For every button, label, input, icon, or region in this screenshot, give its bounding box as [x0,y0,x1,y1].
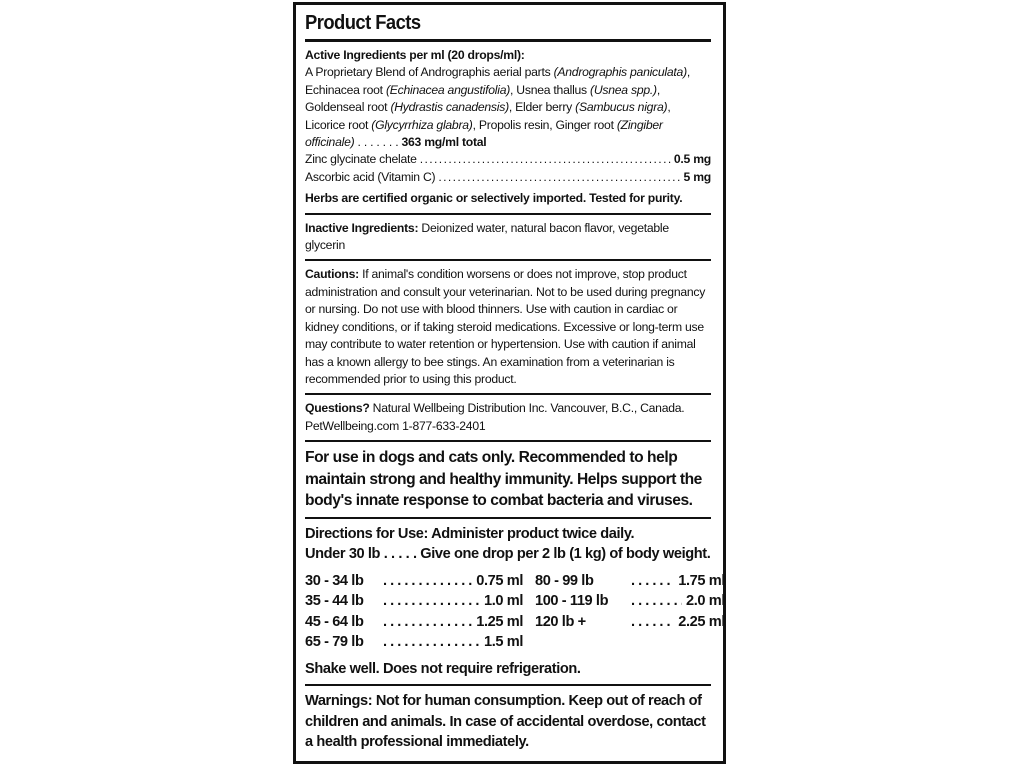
ingredient-text: , Echinacea root [305,65,691,97]
warnings-label: Warnings: [305,693,373,710]
leader-dots [420,151,671,168]
leader-dots [438,169,680,186]
dosage-row: 45 - 64 lb . . . 1.25 ml [305,612,523,633]
divider [305,259,711,261]
ingredient-name: Ascorbic acid (Vitamin C) [305,169,436,184]
ingredient-name: Zinc glycinate chelate [305,152,417,167]
under-30-instruction: Under 30 lb . . . . . Give one drop per 2 lb (1 kg) of body weight. [305,546,711,563]
use-statement: For use in dogs and cats only. Recommended to help maintain strong and healthy immunity. Helps support the body's innate response to combat bacteria and viruses. [305,449,702,510]
dosage-row: 65 - 79 lb . . . 1.5 ml [305,632,523,653]
divider [305,39,711,42]
directions-heading: Directions for Use: Administer product twice daily. [305,525,635,542]
directions-section [305,524,725,680]
ingredient-amount: 5 mg [683,169,711,184]
ingredient-text: , Goldenseal root [305,82,660,115]
blend-amount: 363 mg/ml total [401,135,487,150]
latin-name: (Usnea spp.) [590,82,657,97]
ingredient-row-vitamin-c [305,169,711,186]
latin-name: (Echinacea angustifolia) [385,82,511,97]
questions-text: Natural Wellbeing Distribution Inc. Vancouver, B.C., Canada. [369,401,685,416]
ingredient-text: , Propolis resin, Ginger root [472,117,617,132]
dosage-column-left [305,571,523,653]
warnings-section [305,691,711,753]
active-ingredients-heading: Active Ingredients per ml (20 drops/ml): [305,48,525,62]
ingredient-amount: 0.5 mg [673,152,711,167]
ingredient-row-zinc [305,151,711,168]
dosage-column-right [535,571,725,653]
product-facts-label [293,2,726,764]
questions-section [305,400,711,435]
product-facts-title: Product Facts [305,12,421,34]
divider [305,684,711,686]
dosage-row: 100 - 119 lb . . . 2.0 ml [535,591,725,612]
latin-name: (Hydrastis canadensis) [390,100,509,115]
dosage-row: 35 - 44 lb . . . 1.0 ml [305,591,523,612]
cautions-label: Cautions: [305,267,359,282]
proprietary-blend [305,64,711,151]
active-ingredients-section [305,47,711,208]
label-content [305,10,725,753]
ingredient-text: , Elder berry [508,100,576,115]
inactive-text: Deionized water, natural bacon flavor, vegetable glycerin [305,220,669,253]
blend-dots: . . . . . . . [354,135,402,150]
ingredient-text: , Licorice root [305,100,671,132]
storage-instruction: Shake well. Does not require refrigeration. [305,660,581,677]
herbs-note: Herbs are certified organic or selectively imported. Tested for purity. [305,191,683,206]
divider [305,213,711,215]
contact-info: PetWellbeing.com 1-877-633-2401 [305,418,486,433]
dosage-row: 120 lb + . . . 2.25 ml [535,612,725,633]
latin-name: (Glycyrrhiza glabra) [371,117,473,132]
latin-name: (Andrographis paniculata) [553,65,687,80]
dosage-row: 30 - 34 lb . . . 0.75 ml [305,571,523,592]
divider [305,440,711,442]
dosage-table [305,571,725,653]
ingredient-text: A Proprietary Blend of Andrographis aerial parts [305,65,554,80]
questions-label: Questions? [305,401,370,416]
warnings-text: Not for human consumption. Keep out of reach of children and animals. In case of accidental overdose, contact a health professional immediately. [305,693,706,751]
divider [305,393,711,395]
cautions-text: If animal's condition worsens or does not improve, stop product administration and consult your veterinarian. Not to be used during pregnancy or nursing. Do not use with blood thinners. Use with caution in cardiac or kidney conditions, or if taking steroid medications. Excessive or long-term use may contribute to water retention or hypertension. Use with caution if animal has a known allergy to bee stings. An examination from a veterinarian is recommended prior to using this product. [305,267,706,386]
dosage-row: 80 - 99 lb . . . 1.75 ml [535,571,725,592]
latin-name: (Sambucus nigra) [575,100,668,115]
ingredient-text: , Usnea thallus [510,82,591,97]
divider [305,517,711,519]
cautions-section [305,266,711,388]
inactive-label: Inactive Ingredients: [305,220,419,235]
inactive-ingredients [305,220,711,255]
latin-name: (Zingiber officinale) [305,117,663,150]
